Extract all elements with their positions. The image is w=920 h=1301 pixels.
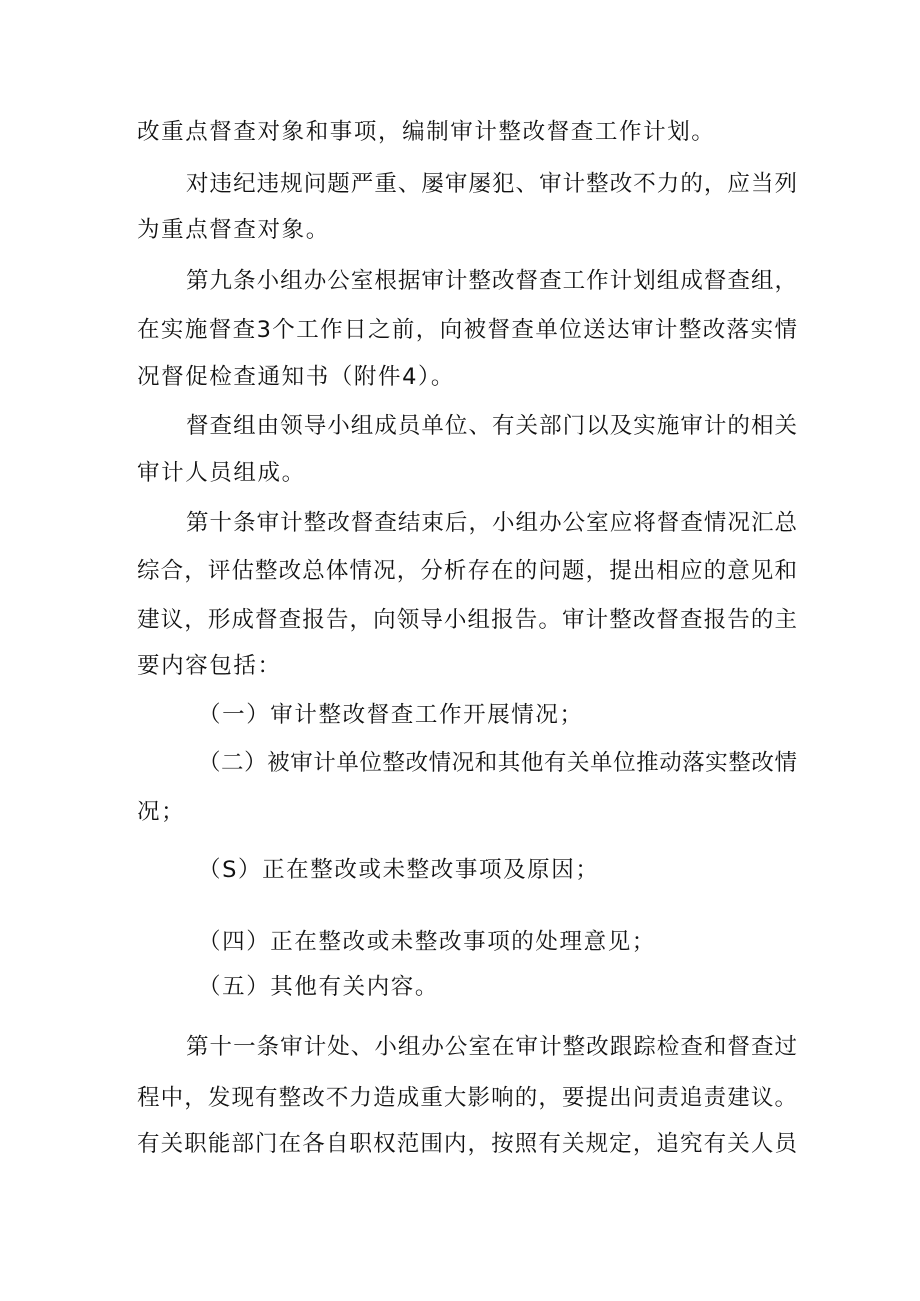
text-line-2: 对违纪违规问题严重、屡审屡犯、审计整改不力的，应当列: [186, 171, 797, 197]
text-line-5: 在实施督查3个工作日之前，向被督查单位送达审计整改落实情: [137, 317, 797, 343]
text-line-18: （五）其他有关内容。: [198, 974, 440, 1000]
text-line-13: （一）审计整改督查工作开展情况；: [198, 702, 584, 728]
text-line-9: 第十条审计整改督查结束后，小组办公室应将督查情况汇总: [186, 510, 797, 536]
text-line-14: （二）被审计单位整改情况和其他有关单位推动落实整改情: [198, 750, 797, 776]
text-line-4: 第九条小组办公室根据审计整改督查工作计划组成督查组，: [186, 268, 797, 294]
text-line-12: 要内容包括：: [137, 653, 282, 679]
text-line-10: 综合，评估整改总体情况，分析存在的问题，提出相应的意见和: [137, 558, 797, 584]
text-line-11: 建议，形成督查报告，向领导小组报告。审计整改督查报告的主: [137, 607, 797, 633]
text-line-1: 改重点督查对象和事项，编制审计整改督查工作计划。: [137, 119, 716, 145]
text-line-15: 况；: [137, 799, 186, 825]
text-line-3: 为重点督查对象。: [137, 217, 330, 243]
text-line-16: （S）正在整改或未整改事项及原因；: [198, 857, 600, 883]
text-line-17: （四）正在整改或未整改事项的处理意见；: [198, 929, 656, 955]
text-line-8: 审计人员组成。: [137, 460, 306, 486]
text-line-21: 有关职能部门在各自职权范围内，按照有关规定，追究有关人员: [137, 1131, 797, 1157]
text-line-20: 程中，发现有整改不力造成重大影响的，要提出问责追责建议。: [137, 1085, 797, 1111]
text-line-6: 况督促检查通知书（附件4）。: [137, 364, 455, 390]
text-line-7: 督查组由领导小组成员单位、有关部门以及实施审计的相关: [186, 413, 797, 439]
text-line-19: 第十一条审计处、小组办公室在审计整改跟踪检查和督查过: [186, 1034, 797, 1060]
